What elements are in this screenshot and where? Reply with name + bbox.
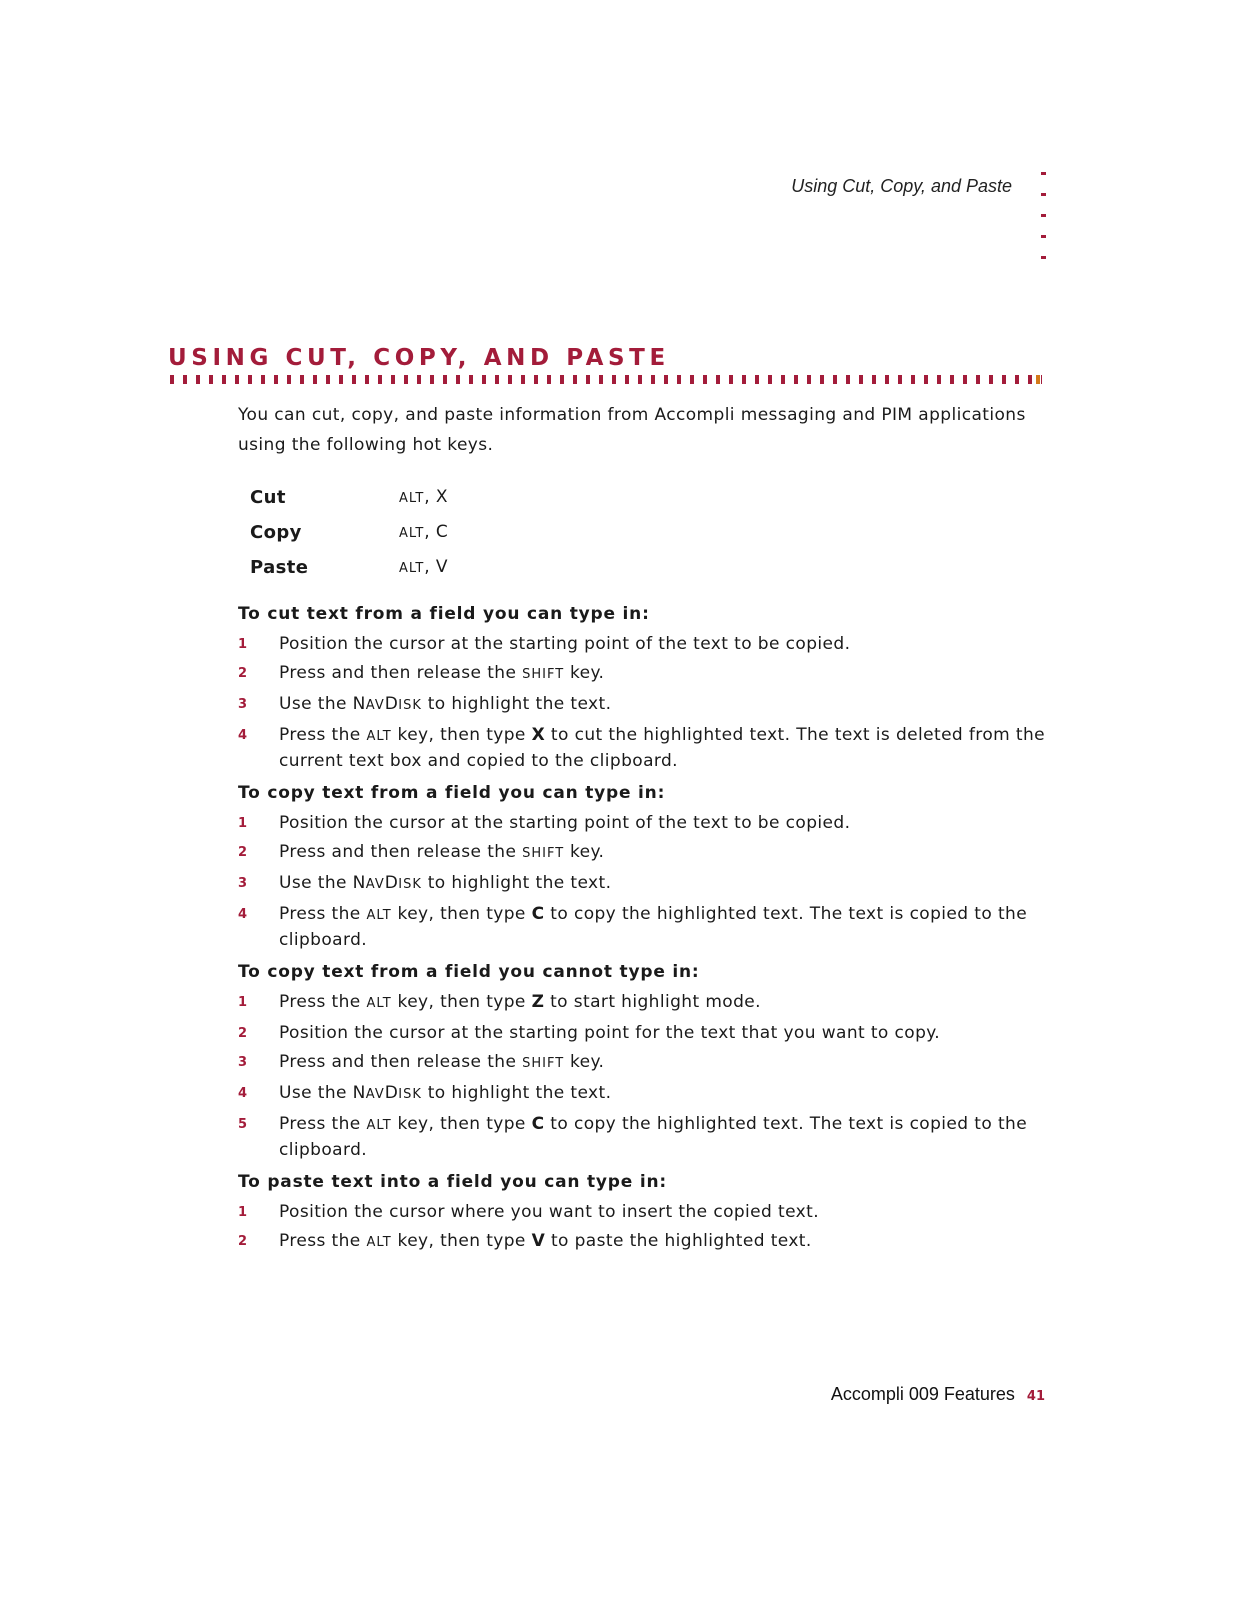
key-name: AV [365, 1087, 385, 1102]
hotkey-combo [399, 517, 448, 549]
step-item [238, 871, 1048, 897]
step-text-run: Position the cursor at the starting point for the text that you want to copy. [279, 1023, 941, 1043]
step-text-run: Press the [279, 992, 367, 1012]
page-content [238, 400, 1048, 1260]
hotkey-modifier: ALT [399, 560, 425, 576]
step-text-run: Position the cursor where you want to insert the copied text. [279, 1202, 819, 1222]
hotkey-modifier: ALT [399, 525, 425, 541]
step-text [279, 632, 1048, 656]
step-text [279, 1229, 1048, 1255]
step-number: 3 [238, 697, 248, 712]
margin-dot [1041, 235, 1046, 238]
step-number: 4 [238, 907, 248, 922]
key-name: SHIFT [522, 667, 565, 682]
key-name: AV [365, 698, 385, 713]
step-text-run: Press the [279, 904, 367, 924]
step-text-run: D [384, 694, 399, 714]
step-text-run: key. [564, 663, 605, 683]
step-number: 2 [238, 1234, 248, 1249]
step-item [238, 1081, 1048, 1107]
step-text-run: key. [564, 842, 605, 862]
step-text-run: Use the N [279, 1083, 366, 1103]
hotkey-row-paste [250, 550, 1048, 585]
key-name: ISK [398, 698, 422, 713]
hotkey-label: Cut [250, 486, 286, 508]
step-number: 1 [238, 816, 248, 831]
step-text-run: Position the cursor at the starting point of the text to be copied. [279, 813, 851, 833]
step-list [238, 1200, 1048, 1255]
key-name: AV [365, 877, 385, 892]
procedure-heading: To copy text from a field you can type in: [238, 783, 666, 803]
hotkey-combo [399, 482, 448, 514]
step-number: 5 [238, 1117, 248, 1132]
key-letter: Z [531, 992, 545, 1012]
step-text-run: to highlight the text. [421, 694, 612, 714]
hotkey-key: , V [424, 556, 448, 577]
hotkey-combo [399, 552, 448, 584]
hotkey-row-copy [250, 515, 1048, 550]
step-text [279, 1050, 1048, 1076]
step-item [238, 661, 1048, 687]
key-name: ISK [398, 877, 422, 892]
page-number: 41 [1026, 1389, 1045, 1404]
procedure-section [238, 1167, 1048, 1255]
step-text-run: Use the N [279, 873, 366, 893]
step-text-run: key, then type [391, 1114, 532, 1134]
running-header-title: Using Cut, Copy, and Paste [791, 176, 1012, 196]
step-text-run: to copy the highlighted text. The text is copied to the clipboard. [279, 1114, 1028, 1160]
step-text-run: key, then type [391, 1231, 532, 1251]
step-text-run: to start highlight mode. [544, 992, 761, 1012]
step-item [238, 1112, 1048, 1162]
key-name: ALT [366, 996, 392, 1011]
step-text [279, 692, 1048, 718]
step-number: 4 [238, 1086, 248, 1101]
step-text-run: to highlight the text. [421, 873, 612, 893]
step-text-run: key. [564, 1052, 605, 1072]
step-text-run: to paste the highlighted text. [545, 1231, 812, 1251]
step-text [279, 840, 1048, 866]
hotkey-row-cut [250, 480, 1048, 515]
step-text-run: key, then type [391, 992, 532, 1012]
key-name: SHIFT [522, 846, 565, 861]
step-item [238, 1229, 1048, 1255]
step-list [238, 990, 1048, 1162]
hotkey-modifier: ALT [399, 490, 425, 506]
step-number: 4 [238, 728, 248, 743]
step-text-run: Press and then release the [279, 1052, 523, 1072]
hotkey-label: Copy [250, 521, 302, 543]
step-number: 1 [238, 995, 248, 1010]
step-list [238, 811, 1048, 952]
step-text [279, 1200, 1048, 1224]
key-name: ISK [398, 1087, 422, 1102]
procedures [238, 599, 1048, 1255]
step-text-run: to highlight the text. [421, 1083, 612, 1103]
step-number: 1 [238, 637, 248, 652]
step-text-run: key, then type [391, 725, 532, 745]
margin-dot-marks [1041, 172, 1049, 277]
procedure-section [238, 778, 1048, 952]
step-item [238, 723, 1048, 773]
margin-dot [1041, 172, 1046, 175]
key-name: SHIFT [522, 1056, 565, 1071]
title-rule-end-mark [1036, 375, 1040, 384]
margin-dot [1041, 193, 1046, 196]
step-text [279, 811, 1048, 835]
step-item [238, 990, 1048, 1016]
step-text-run: to cut the highlighted text. The text is deleted from the current text box and copied to the clipboard. [279, 725, 1045, 771]
step-number: 2 [238, 666, 248, 681]
step-item [238, 692, 1048, 718]
procedure-heading: To cut text from a field you can type in: [238, 604, 650, 624]
procedure-section [238, 599, 1048, 773]
step-item [238, 840, 1048, 866]
step-text-run: Position the cursor at the starting point of the text to be copied. [279, 634, 851, 654]
step-text [279, 902, 1048, 952]
step-item [238, 902, 1048, 952]
step-text [279, 990, 1048, 1016]
step-number: 2 [238, 845, 248, 860]
key-name: ALT [366, 1118, 392, 1133]
key-letter: C [531, 1114, 545, 1134]
step-text [279, 1021, 1048, 1045]
key-letter: X [531, 725, 546, 745]
step-text [279, 1081, 1048, 1107]
step-text-run: Press the [279, 1114, 367, 1134]
section-title: USING CUT, COPY, AND PASTE [168, 345, 670, 371]
step-text-run: Press the [279, 1231, 367, 1251]
margin-dot [1041, 214, 1046, 217]
procedure-heading: To copy text from a field you cannot type in: [238, 962, 700, 982]
key-name: ALT [366, 729, 392, 744]
key-name: ALT [366, 1235, 392, 1250]
step-text-run: key, then type [391, 904, 532, 924]
key-name: ALT [366, 908, 392, 923]
key-letter: C [531, 904, 545, 924]
step-text-run: to copy the highlighted text. The text is copied to the clipboard. [279, 904, 1028, 950]
step-text [279, 723, 1048, 773]
step-list [238, 632, 1048, 773]
hotkey-table [250, 480, 1048, 585]
key-letter: V [531, 1231, 546, 1251]
step-text-run: Press and then release the [279, 842, 523, 862]
step-text [279, 871, 1048, 897]
procedure-heading: To paste text into a field you can type in: [238, 1172, 667, 1192]
step-number: 2 [238, 1026, 248, 1041]
step-item [238, 632, 1048, 656]
step-text-run: Press the [279, 725, 367, 745]
procedure-section [238, 957, 1048, 1162]
margin-dot [1041, 256, 1046, 259]
hotkey-key: , C [424, 521, 449, 542]
step-item [238, 1050, 1048, 1076]
step-text-run: Press and then release the [279, 663, 523, 683]
step-item [238, 1021, 1048, 1045]
intro-paragraph: You can cut, copy, and paste information from Accompli messaging and PIM applications using the following hot keys. [238, 405, 1026, 455]
step-item [238, 811, 1048, 835]
footer-book-title: Accompli 009 Features [830, 1384, 1015, 1404]
hotkey-key: , X [424, 486, 448, 507]
step-text-run: Use the N [279, 694, 366, 714]
step-text-run: D [384, 873, 399, 893]
step-number: 3 [238, 1055, 248, 1070]
step-number: 1 [238, 1205, 248, 1220]
step-text [279, 1112, 1048, 1162]
title-dotted-rule [170, 375, 1042, 384]
step-item [238, 1200, 1048, 1224]
page-footer [831, 1384, 1045, 1405]
step-text [279, 661, 1048, 687]
hotkey-label: Paste [250, 556, 309, 578]
step-text-run: D [384, 1083, 399, 1103]
step-number: 3 [238, 876, 248, 891]
